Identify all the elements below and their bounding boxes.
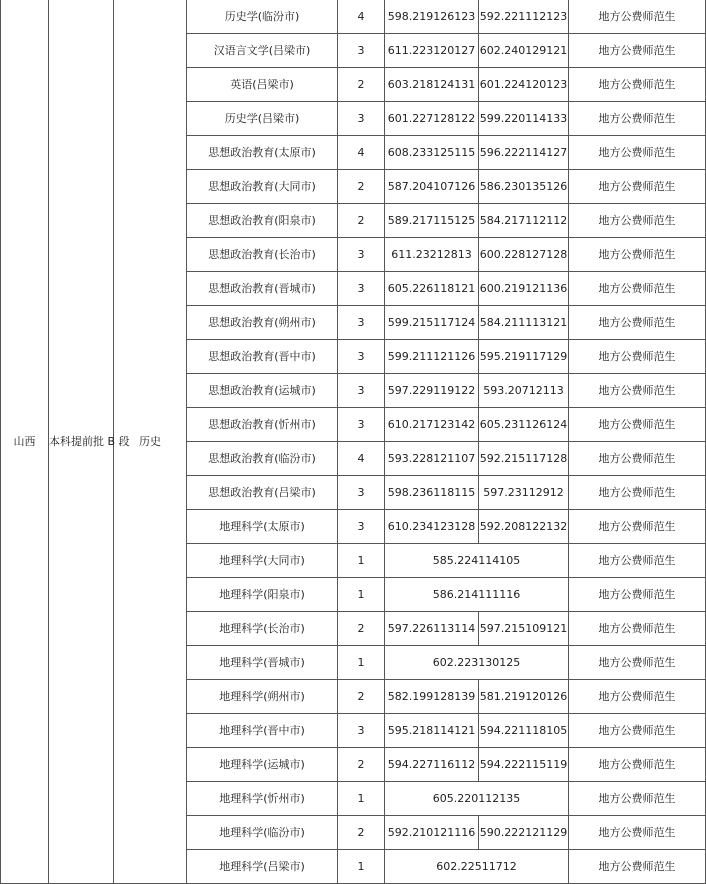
- category-cell: 地方公费师范生: [569, 136, 706, 170]
- min-score-cell: 584.217112112: [479, 204, 569, 238]
- major-cell: 地理科学(朔州市): [187, 680, 338, 714]
- major-cell: 思想政治教育(吕梁市): [187, 476, 338, 510]
- plan-count-cell: 2: [338, 748, 385, 782]
- min-score-cell: 605.231126124: [479, 408, 569, 442]
- major-cell: 地理科学(大同市): [187, 544, 338, 578]
- category-cell: 地方公费师范生: [569, 748, 706, 782]
- province-cell: 山西: [1, 0, 49, 884]
- major-cell: 地理科学(临汾市): [187, 816, 338, 850]
- max-score-cell: 603.218124131: [385, 68, 479, 102]
- plan-count-cell: 3: [338, 510, 385, 544]
- major-cell: 汉语言文学(吕梁市): [187, 34, 338, 68]
- max-score-cell: 595.218114121: [385, 714, 479, 748]
- max-score-cell: 594.227116112: [385, 748, 479, 782]
- plan-count-cell: 3: [338, 374, 385, 408]
- min-score-cell: 595.219117129: [479, 340, 569, 374]
- plan-count-cell: 3: [338, 272, 385, 306]
- major-cell: 思想政治教育(晋城市): [187, 272, 338, 306]
- plan-count-cell: 1: [338, 782, 385, 816]
- plan-count-cell: 3: [338, 476, 385, 510]
- min-score-cell: 594.222115119: [479, 748, 569, 782]
- plan-count-cell: 2: [338, 204, 385, 238]
- max-score-cell: 597.226113114: [385, 612, 479, 646]
- category-cell: 地方公费师范生: [569, 170, 706, 204]
- major-cell: 地理科学(长治市): [187, 612, 338, 646]
- min-score-cell: 592.208122132: [479, 510, 569, 544]
- category-cell: 地方公费师范生: [569, 68, 706, 102]
- major-cell: 地理科学(太原市): [187, 510, 338, 544]
- max-score-cell: 587.204107126: [385, 170, 479, 204]
- major-cell: 地理科学(吕梁市): [187, 850, 338, 884]
- min-score-cell: 600.228127128: [479, 238, 569, 272]
- category-cell: 地方公费师范生: [569, 340, 706, 374]
- major-cell: 思想政治教育(忻州市): [187, 408, 338, 442]
- max-score-cell: 598.236118115: [385, 476, 479, 510]
- major-cell: 思想政治教育(长治市): [187, 238, 338, 272]
- max-score-cell: 605.226118121: [385, 272, 479, 306]
- category-cell: 地方公费师范生: [569, 0, 706, 34]
- plan-count-cell: 3: [338, 306, 385, 340]
- min-score-cell: 596.222114127: [479, 136, 569, 170]
- category-cell: 地方公费师范生: [569, 238, 706, 272]
- major-cell: 历史学(吕梁市): [187, 102, 338, 136]
- score-cell: 586.214111116: [385, 578, 569, 612]
- score-cell: 585.224114105: [385, 544, 569, 578]
- category-cell: 地方公费师范生: [569, 714, 706, 748]
- major-cell: 思想政治教育(朔州市): [187, 306, 338, 340]
- category-cell: 地方公费师范生: [569, 646, 706, 680]
- score-cell: 602.22511712: [385, 850, 569, 884]
- major-cell: 英语(吕梁市): [187, 68, 338, 102]
- category-cell: 地方公费师范生: [569, 442, 706, 476]
- category-cell: 地方公费师范生: [569, 612, 706, 646]
- major-cell: 思想政治教育(晋中市): [187, 340, 338, 374]
- min-score-cell: 599.220114133: [479, 102, 569, 136]
- major-cell: 历史学(临汾市): [187, 0, 338, 34]
- plan-count-cell: 4: [338, 442, 385, 476]
- plan-count-cell: 4: [338, 0, 385, 34]
- major-cell: 思想政治教育(临汾市): [187, 442, 338, 476]
- major-cell: 地理科学(晋中市): [187, 714, 338, 748]
- category-cell: 地方公费师范生: [569, 34, 706, 68]
- category-cell: 地方公费师范生: [569, 408, 706, 442]
- plan-count-cell: 3: [338, 34, 385, 68]
- max-score-cell: 601.227128122: [385, 102, 479, 136]
- category-cell: 地方公费师范生: [569, 476, 706, 510]
- plan-count-cell: 3: [338, 408, 385, 442]
- plan-count-cell: 3: [338, 238, 385, 272]
- min-score-cell: 590.222121129: [479, 816, 569, 850]
- max-score-cell: 597.229119122: [385, 374, 479, 408]
- max-score-cell: 611.223120127: [385, 34, 479, 68]
- plan-count-cell: 4: [338, 136, 385, 170]
- category-cell: 地方公费师范生: [569, 374, 706, 408]
- max-score-cell: 610.217123142: [385, 408, 479, 442]
- max-score-cell: 598.219126123: [385, 0, 479, 34]
- min-score-cell: 597.215109121: [479, 612, 569, 646]
- category-cell: 地方公费师范生: [569, 306, 706, 340]
- score-cell: 602.223130125: [385, 646, 569, 680]
- plan-count-cell: 1: [338, 646, 385, 680]
- plan-count-cell: 2: [338, 612, 385, 646]
- major-cell: 地理科学(忻州市): [187, 782, 338, 816]
- batch-cell: 本科提前批 B 段: [49, 0, 114, 884]
- plan-count-cell: 2: [338, 680, 385, 714]
- category-cell: 地方公费师范生: [569, 102, 706, 136]
- major-cell: 地理科学(阳泉市): [187, 578, 338, 612]
- max-score-cell: 589.217115125: [385, 204, 479, 238]
- score-cell: 605.220112135: [385, 782, 569, 816]
- category-cell: 地方公费师范生: [569, 782, 706, 816]
- major-cell: 思想政治教育(运城市): [187, 374, 338, 408]
- min-score-cell: 584.211113121: [479, 306, 569, 340]
- major-cell: 思想政治教育(阳泉市): [187, 204, 338, 238]
- major-cell: 地理科学(运城市): [187, 748, 338, 782]
- max-score-cell: 608.233125115: [385, 136, 479, 170]
- plan-count-cell: 1: [338, 850, 385, 884]
- category-cell: 地方公费师范生: [569, 510, 706, 544]
- category-cell: 地方公费师范生: [569, 578, 706, 612]
- plan-count-cell: 2: [338, 68, 385, 102]
- min-score-cell: 600.219121136: [479, 272, 569, 306]
- category-cell: 地方公费师范生: [569, 272, 706, 306]
- max-score-cell: 582.199128139: [385, 680, 479, 714]
- min-score-cell: 601.224120123: [479, 68, 569, 102]
- category-cell: 地方公费师范生: [569, 204, 706, 238]
- min-score-cell: 594.221118105: [479, 714, 569, 748]
- category-cell: 地方公费师范生: [569, 850, 706, 884]
- max-score-cell: 611.23212813: [385, 238, 479, 272]
- min-score-cell: 592.221112123: [479, 0, 569, 34]
- major-cell: 地理科学(晋城市): [187, 646, 338, 680]
- table-body: [1, 0, 706, 884]
- max-score-cell: 592.210121116: [385, 816, 479, 850]
- category-cell: 地方公费师范生: [569, 544, 706, 578]
- plan-count-cell: 3: [338, 102, 385, 136]
- max-score-cell: 593.228121107: [385, 442, 479, 476]
- subject-cell: 历史: [114, 0, 187, 884]
- min-score-cell: 592.215117128: [479, 442, 569, 476]
- min-score-cell: 602.240129121: [479, 34, 569, 68]
- major-cell: 思想政治教育(太原市): [187, 136, 338, 170]
- max-score-cell: 599.211121126: [385, 340, 479, 374]
- table-row: [1, 0, 706, 34]
- min-score-cell: 586.230135126: [479, 170, 569, 204]
- min-score-cell: 597.23112912: [479, 476, 569, 510]
- max-score-cell: 599.215117124: [385, 306, 479, 340]
- plan-count-cell: 2: [338, 170, 385, 204]
- plan-count-cell: 2: [338, 816, 385, 850]
- plan-count-cell: 3: [338, 714, 385, 748]
- category-cell: 地方公费师范生: [569, 680, 706, 714]
- min-score-cell: 581.219120126: [479, 680, 569, 714]
- plan-count-cell: 1: [338, 578, 385, 612]
- plan-count-cell: 3: [338, 340, 385, 374]
- plan-count-cell: 1: [338, 544, 385, 578]
- category-cell: 地方公费师范生: [569, 816, 706, 850]
- major-cell: 思想政治教育(大同市): [187, 170, 338, 204]
- min-score-cell: 593.20712113: [479, 374, 569, 408]
- max-score-cell: 610.234123128: [385, 510, 479, 544]
